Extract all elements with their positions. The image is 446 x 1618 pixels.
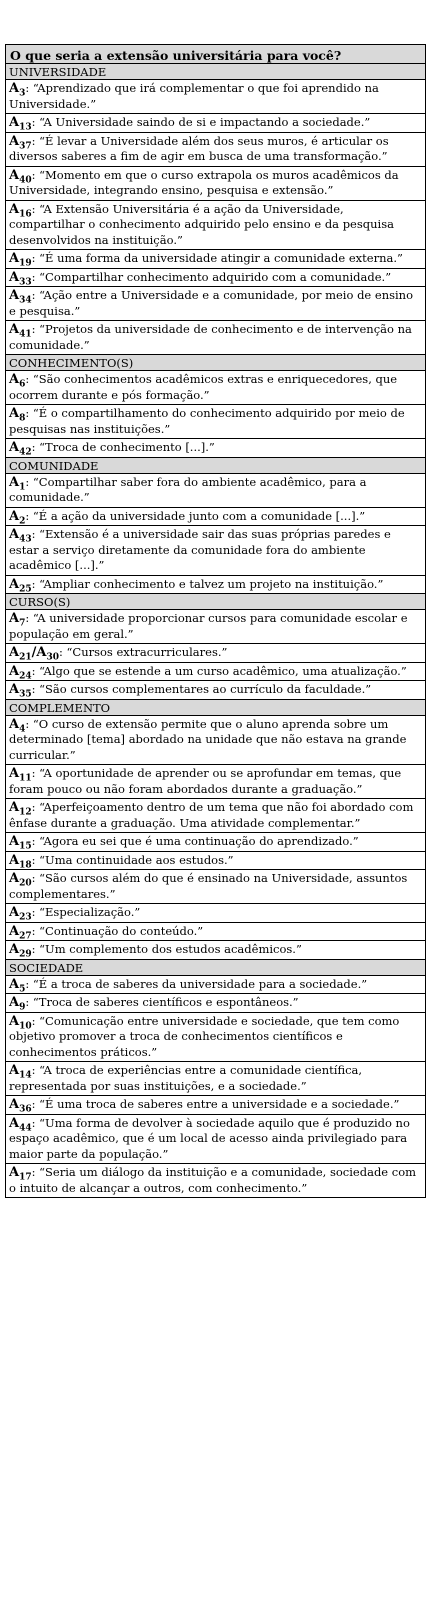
response-text: : “Ação entre a Universidade e a comunidade, por meio de ensino e pesquisa.” (9, 288, 414, 318)
response-entry (6, 644, 425, 663)
response-text: : “Continuação do conteúdo.” (31, 923, 204, 938)
response-entry (6, 799, 425, 833)
respondent-code: $A_{11}$ (9, 766, 32, 784)
respondent-code: $A_{20}$ (9, 871, 32, 889)
response-text: : “É uma troca de saberes entre a universidade e a sociedade.” (31, 1097, 400, 1111)
respondent-code: $A_{44}$ (9, 1115, 32, 1134)
respondent-code: $A_{12}$ (9, 800, 32, 818)
responses-table (5, 44, 426, 1198)
respondent-code: $A_3$ (9, 81, 26, 99)
response-text: : “Aperfeiçoamento dentro de um tema que não foi abordado com ênfase durante a graduação. Uma atividade complementar.” (9, 800, 414, 830)
response-text: : “Extensão é a universidade sair das suas próprias paredes e estar a serviço diretamente da comunidade fora do ambiente acadêmico [...].” (9, 527, 391, 572)
response-text: : “Aprendizado que irá complementar o que foi aprendido na Universidade.” (9, 81, 379, 111)
response-entry (6, 250, 425, 269)
response-text: : “Um complemento dos estudos acadêmicos.” (31, 942, 302, 956)
section-header: COMUNIDADE (6, 458, 425, 474)
response-text: : “A Extensão Universitária é a ação da Universidade, compartilhar o conhecimento adquirido pelo ensino e da pesquisa desenvolvidos na instituição.” (9, 201, 394, 247)
respondent-code: $A_{25}$ (9, 576, 32, 595)
response-entry (6, 610, 425, 644)
response-entry (6, 321, 425, 355)
respondent-code: $A_{21}/A_{30}$ (9, 645, 59, 663)
respondent-code: $A_{16}$ (9, 201, 32, 220)
response-entry (6, 765, 425, 799)
respondent-code: $A_{24}$ (9, 663, 32, 682)
respondent-code: $A_{14}$ (9, 1063, 32, 1081)
respondent-code: $A_{27}$ (9, 923, 32, 942)
response-text: : “Projetos da universidade de conhecimento e de intervenção na comunidade.” (9, 322, 412, 352)
response-text: : “É levar a Universidade além dos seus muros, é articular os diversos saberes a fim de agir em busca de uma transformação.” (9, 133, 389, 163)
respondent-code: $A_{13}$ (9, 115, 32, 133)
response-entry (6, 526, 425, 576)
respondent-code: $A_2$ (9, 508, 26, 527)
response-text: : “Algo que se estende a um curso acadêmico, uma atualização.” (31, 663, 407, 678)
response-text: : “São cursos além do que é ensinado na Universidade, assuntos complementares.” (9, 871, 408, 901)
response-entry (6, 976, 425, 995)
respondent-code: $A_{33}$ (9, 269, 32, 288)
response-text: : “Seria um diálogo da instituição e a comunidade, sociedade com o intuito de alcançar a outros, com conhecimento.” (9, 1165, 417, 1195)
response-text: : “Troca de conhecimento [...].” (31, 440, 215, 454)
section-header: COMPLEMENTO (6, 700, 425, 716)
respondent-code: $A_4$ (9, 716, 26, 735)
response-text: : “Especialização.” (31, 905, 141, 919)
response-text: : “Comunicação entre universidade e sociedade, que tem como objetivo promover a troca de conhecimentos científicos e conhecimentos práticos.” (9, 1013, 400, 1059)
respondent-code: $A_{37}$ (9, 133, 32, 152)
respondent-code: $A_{40}$ (9, 167, 32, 186)
respondent-code: $A_{36}$ (9, 1097, 32, 1115)
response-entry (6, 1115, 425, 1165)
response-text: : “São conhecimentos acadêmicos extras e enriquecedores, que ocorrem durante e pós formação.” (9, 372, 398, 402)
respondent-code: $A_{34}$ (9, 288, 32, 306)
response-entry (6, 1062, 425, 1096)
section-header: CURSO(S) (6, 594, 425, 610)
response-entry (6, 904, 425, 923)
respondent-code: $A_8$ (9, 406, 26, 424)
response-entry (6, 80, 425, 114)
table-title: O que seria a extensão universitária para você? (6, 45, 425, 64)
response-text: : “São cursos complementares ao currículo da faculdade.” (31, 682, 372, 696)
response-entry (6, 994, 425, 1013)
response-entry (6, 439, 425, 458)
respondent-code: $A_7$ (9, 611, 26, 629)
response-entry (6, 201, 425, 251)
respondent-code: $A_{17}$ (9, 1165, 32, 1183)
response-text: : “Uma forma de devolver à sociedade aquilo que é produzido no espaço acadêmico, que é um local de acesso ainda privilegiado para maior parte da população.” (9, 1115, 410, 1161)
response-entry (6, 133, 425, 167)
response-text: : “Compartilhar saber fora do ambiente acadêmico, para a comunidade.” (9, 474, 367, 504)
respondent-code: $A_{42}$ (9, 440, 32, 458)
response-entry (6, 114, 425, 133)
response-entry (6, 269, 425, 288)
response-entry (6, 405, 425, 439)
response-entry (6, 508, 425, 527)
response-entry (6, 576, 425, 595)
response-text: : “Cursos extracurriculares.” (59, 645, 228, 659)
response-entry (6, 167, 425, 201)
response-entry (6, 716, 425, 766)
response-entry (6, 870, 425, 904)
response-entry (6, 1164, 425, 1197)
response-entry (6, 1013, 425, 1063)
response-text: : “É uma forma da universidade atingir a comunidade externa.” (31, 251, 403, 265)
response-text: : “Uma continuidade aos estudos.” (31, 852, 234, 867)
response-text: : “Momento em que o curso extrapola os muros acadêmicos da Universidade, integrando ensino, pesquisa e extensão.” (9, 167, 399, 197)
response-entry (6, 681, 425, 700)
response-entry (6, 1096, 425, 1115)
response-text: : “A universidade proporcionar cursos para comunidade escolar e população em geral.” (9, 611, 408, 641)
respondent-code: $A_1$ (9, 474, 26, 493)
response-text: : “Ampliar conhecimento e talvez um projeto na instituição.” (31, 576, 384, 591)
table-body (6, 64, 425, 1197)
response-text: : “É a ação da universidade junto com a comunidade [...].” (25, 508, 366, 523)
response-entry (6, 852, 425, 871)
respondent-code: $A_{15}$ (9, 834, 32, 852)
response-text: : “A troca de experiências entre a comunidade científica, representada por suas instituições, e a sociedade.” (9, 1063, 363, 1093)
respondent-code: $A_5$ (9, 976, 26, 995)
response-text: : “Agora eu sei que é uma continuação do aprendizado.” (31, 834, 359, 848)
response-entry (6, 923, 425, 942)
respondent-code: $A_{29}$ (9, 942, 32, 960)
response-text: : “A oportunidade de aprender ou se aprofundar em temas, que foram pouco ou não foram abordados durante a graduação.” (9, 766, 402, 796)
response-text: : “O curso de extensão permite que o aluno aprenda sobre um determinado [tema] abordado na unidade que não estava na grande curricular.” (9, 716, 407, 762)
section-header: SOCIEDADE (6, 960, 425, 976)
respondent-code: $A_{23}$ (9, 905, 32, 923)
respondent-code: $A_{18}$ (9, 852, 32, 871)
section-header: CONHECIMENTO(S) (6, 355, 425, 371)
response-text: : “É o compartilhamento do conhecimento adquirido por meio de pesquisas nas instituições.” (9, 406, 405, 436)
respondent-code: $A_{19}$ (9, 251, 32, 269)
response-text: : “Compartilhar conhecimento adquirido com a comunidade.” (31, 269, 392, 284)
respondent-code: $A_{41}$ (9, 322, 32, 340)
response-text: : “A Universidade saindo de si e impactando a sociedade.” (31, 115, 371, 129)
response-entry (6, 941, 425, 960)
response-text: : “Troca de saberes científicos e espontâneos.” (25, 995, 299, 1009)
respondent-code: $A_6$ (9, 372, 26, 390)
response-entry (6, 663, 425, 682)
respondent-code: $A_{35}$ (9, 682, 32, 700)
respondent-code: $A_9$ (9, 995, 26, 1013)
response-entry (6, 833, 425, 852)
section-header: UNIVERSIDADE (6, 64, 425, 80)
respondent-code: $A_{43}$ (9, 527, 32, 545)
response-entry (6, 287, 425, 321)
response-entry (6, 371, 425, 405)
respondent-code: $A_{10}$ (9, 1013, 32, 1032)
response-entry (6, 474, 425, 508)
response-text: : “É a troca de saberes da universidade para a sociedade.” (25, 976, 368, 991)
